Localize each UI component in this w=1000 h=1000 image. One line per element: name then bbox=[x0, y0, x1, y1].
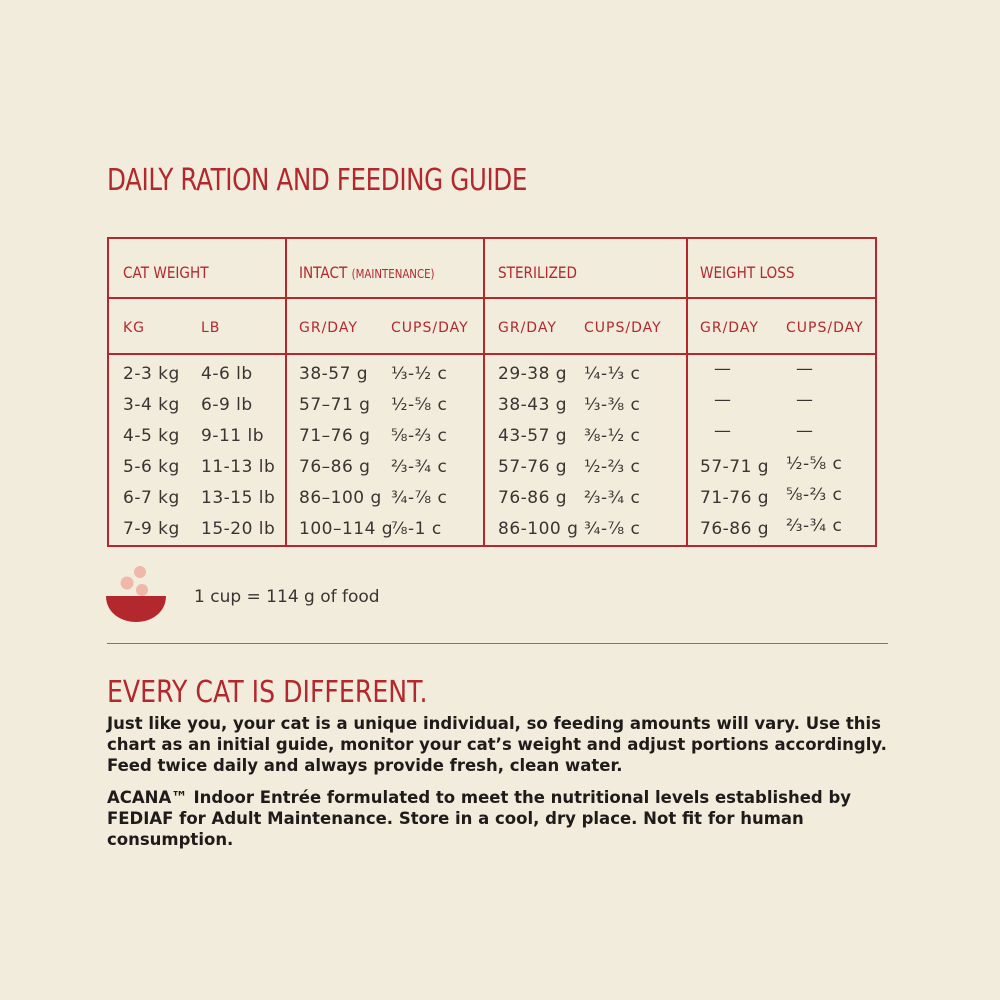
cell-kg: 2-3 kg bbox=[123, 364, 180, 384]
cell-ster-gr: 76-86 g bbox=[498, 488, 568, 508]
subheader-ster-gr: GR/DAY bbox=[498, 320, 557, 336]
subheader-loss-gr: GR/DAY bbox=[700, 320, 759, 336]
column-divider bbox=[686, 239, 688, 545]
page-title: DAILY RATION AND FEEDING GUIDE bbox=[107, 163, 527, 198]
header-intact bbox=[299, 263, 434, 282]
row-divider bbox=[109, 353, 875, 355]
cell-lb: 4-6 lb bbox=[201, 364, 253, 384]
cell-loss-cups: ⅝-⅔ c bbox=[786, 485, 843, 505]
section-divider bbox=[107, 643, 888, 644]
cell-loss-gr: — bbox=[714, 421, 732, 441]
cell-kg: 6-7 kg bbox=[123, 488, 180, 508]
header-intact-label: INTACT bbox=[299, 263, 348, 282]
cell-intact-gr: 76–86 g bbox=[299, 457, 371, 477]
subheader-intact-cups: CUPS/DAY bbox=[391, 320, 469, 336]
cell-loss-gr: 76-86 g bbox=[700, 519, 770, 539]
cell-intact-cups: ⅔-¾ c bbox=[391, 457, 448, 477]
cell-lb: 9-11 lb bbox=[201, 426, 264, 446]
section-heading: EVERY CAT IS DIFFERENT. bbox=[107, 675, 428, 710]
cell-intact-gr: 71–76 g bbox=[299, 426, 371, 446]
cell-ster-gr: 43-57 g bbox=[498, 426, 568, 446]
header-sterilized: STERILIZED bbox=[498, 263, 577, 282]
cell-ster-gr: 38-43 g bbox=[498, 395, 568, 415]
cup-conversion-note: 1 cup = 114 g of food bbox=[194, 587, 380, 607]
cell-intact-gr: 100–114 g bbox=[299, 519, 394, 539]
cell-ster-cups: ⅓-⅜ c bbox=[584, 395, 641, 415]
feeding-advice-paragraph: Just like you, your cat is a unique individual, so feeding amounts will vary. Use this chart as an initial guide, monitor your cat’s weight and adjust portions accordingly. Feed twice daily and always provide fresh, clean water. bbox=[107, 714, 887, 775]
cell-intact-gr: 57–71 g bbox=[299, 395, 371, 415]
cell-ster-gr: 29-38 g bbox=[498, 364, 568, 384]
subheader-lb: LB bbox=[201, 320, 221, 336]
cell-lb: 6-9 lb bbox=[201, 395, 253, 415]
header-weight-loss: WEIGHT LOSS bbox=[700, 263, 795, 282]
cell-kg: 3-4 kg bbox=[123, 395, 180, 415]
column-divider bbox=[285, 239, 287, 545]
row-divider bbox=[109, 297, 875, 299]
cell-loss-gr: 57-71 g bbox=[700, 457, 770, 477]
food-bowl-icon bbox=[104, 562, 168, 624]
cell-loss-cups: ½-⅝ c bbox=[786, 454, 843, 474]
cell-ster-cups: ½-⅔ c bbox=[584, 457, 641, 477]
subheader-loss-cups: CUPS/DAY bbox=[786, 320, 864, 336]
cell-intact-cups: ⅝-⅔ c bbox=[391, 426, 448, 446]
cell-intact-gr: 38-57 g bbox=[299, 364, 369, 384]
product-statement-paragraph: ACANA™ Indoor Entrée formulated to meet the nutritional levels established by FEDIAF for Adult Maintenance. Store in a cool, dry place. Not fit for human consumption. bbox=[107, 788, 852, 849]
cell-loss-cups: — bbox=[796, 421, 814, 441]
cell-intact-cups: ¾-⅞ c bbox=[391, 488, 448, 508]
cell-loss-cups: — bbox=[796, 390, 814, 410]
column-divider bbox=[483, 239, 485, 545]
cell-ster-cups: ¾-⅞ c bbox=[584, 519, 641, 539]
cell-lb: 11-13 lb bbox=[201, 457, 276, 477]
cell-ster-cups: ⅜-½ c bbox=[584, 426, 641, 446]
cell-loss-cups: ⅔-¾ c bbox=[786, 516, 843, 536]
cell-loss-cups: — bbox=[796, 359, 814, 379]
cell-intact-gr: 86–100 g bbox=[299, 488, 382, 508]
cell-intact-cups: ⅓-½ c bbox=[391, 364, 448, 384]
cell-ster-cups: ⅔-¾ c bbox=[584, 488, 641, 508]
cell-ster-gr: 57-76 g bbox=[498, 457, 568, 477]
cell-kg: 7-9 kg bbox=[123, 519, 180, 539]
subheader-intact-gr: GR/DAY bbox=[299, 320, 358, 336]
cell-intact-cups: ½-⅝ c bbox=[391, 395, 448, 415]
cell-lb: 13-15 lb bbox=[201, 488, 276, 508]
cell-intact-cups: ⅞-1 c bbox=[391, 519, 442, 539]
cell-lb: 15-20 lb bbox=[201, 519, 276, 539]
feeding-table bbox=[107, 237, 877, 547]
header-intact-note: (MAINTENANCE) bbox=[351, 267, 435, 281]
cell-loss-gr: 71-76 g bbox=[700, 488, 770, 508]
cell-loss-gr: — bbox=[714, 359, 732, 379]
cell-loss-gr: — bbox=[714, 390, 732, 410]
cell-kg: 5-6 kg bbox=[123, 457, 180, 477]
subheader-kg: KG bbox=[123, 320, 146, 336]
cell-kg: 4-5 kg bbox=[123, 426, 180, 446]
header-cat-weight: CAT WEIGHT bbox=[123, 263, 209, 282]
cell-ster-cups: ¼-⅓ c bbox=[584, 364, 641, 384]
subheader-ster-cups: CUPS/DAY bbox=[584, 320, 662, 336]
cell-ster-gr: 86-100 g bbox=[498, 519, 579, 539]
